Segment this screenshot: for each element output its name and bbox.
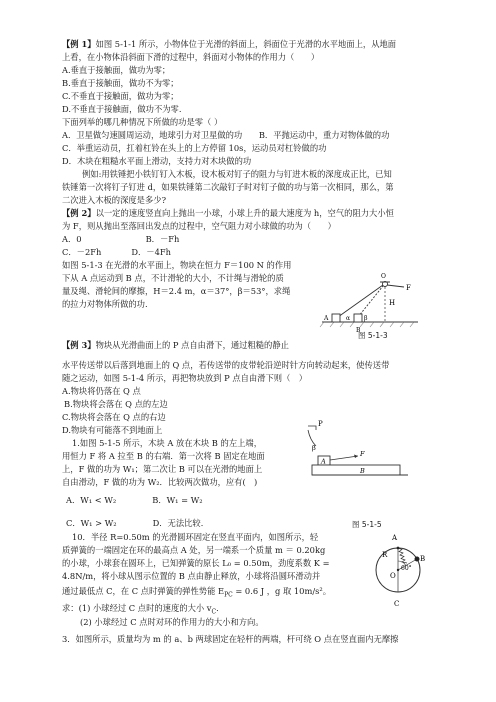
pulley-label-a: A (324, 315, 329, 322)
ex4-line-4: 自由滑动，F 做的功为 W₂．比较两次做功，应有( ) (62, 477, 258, 487)
ex2-options-cd (62, 247, 171, 258)
p10-line-6 (62, 603, 224, 618)
ring-figure (372, 528, 426, 612)
pulley-line-2: 下从 A 点运动到 B 点，不计滑轮的大小，不计绳与滑轮的质 (62, 273, 284, 283)
pulley-figure-caption: 图 5-1-3 (358, 331, 388, 340)
ex3-option-c: C.物块将会落在 Q 点的右边 (62, 412, 166, 422)
blocks-label-a: A (321, 457, 326, 466)
ex2-options-ab (62, 234, 179, 245)
ex3-tag: 【例 3】 (62, 340, 96, 350)
ex2-line-1 (62, 208, 394, 219)
ex3-option-a: A.物块将仍落在 Q 点 (62, 386, 141, 396)
ex4-line-1: 1.如图 5-1-5 所示，木块 A 放在木块 B 的左上端， (72, 438, 263, 448)
ex1-option-b: B.垂直于接触面，做功不为零； (62, 78, 179, 88)
p10-sub-pc: PC (224, 591, 233, 599)
ex1-line-1 (62, 39, 396, 50)
blocks-label-p: P (318, 420, 323, 428)
ex4-line-2: 用恒力 F 将 A 拉至 B 的右端．第一次将 B 固定在地面 (62, 451, 265, 461)
ex1-option-d: D.不垂直于接触面，做功不为零. (62, 104, 182, 114)
ex2-line-2: 为 F，则从抛出至落回出发点的过程中，空气阻力对小球做的功为（ ） (62, 221, 336, 231)
blocks-figure-caption: 图 5-1-5 (352, 520, 382, 529)
p10-text-6b: ． (216, 603, 225, 613)
nail-line-2: 铁锤第一次将钉子钉进 d，如果铁锤第二次敲钉子时对钉子做的功与第一次相同，那么，第 (62, 182, 394, 192)
p10-line-2: 质弹簧的一端固定在环的最高点 A 处，另一端系一个质量 m ＝ 0.20kg (62, 545, 326, 555)
ex2-option-a: A．0 (62, 234, 82, 244)
pulley-label-h: H (389, 299, 396, 307)
ring-label-c: C (394, 600, 400, 608)
pulley-line-4: 的拉力对物体所做的功. (62, 299, 148, 309)
ex3-line-1 (62, 340, 289, 351)
pulley-figure (318, 270, 438, 338)
pulley-label-alpha: α (346, 315, 351, 322)
ex4-line-3: 上，F 做的功为 W₁；第二次让 B 可以在光滑的地面上 (62, 464, 263, 474)
ex3-line-3: 随之运动，如图 5-1-4 所示，再把物块放到 P 点自由滑下则（ ） (62, 373, 307, 383)
ex4-options-cd (66, 518, 209, 529)
p10-sub-c: C (211, 608, 217, 616)
ex3-text-1: 物块从光滑曲面上的 P 点自由滑下，通过粗糙的静止 (95, 340, 289, 350)
ring-label-r: R (382, 551, 388, 559)
ex2-tag: 【例 2】 (62, 208, 96, 218)
ex3-option-d: D.物块有可能落不到地面上 (62, 425, 163, 435)
pulley-label-f: F (406, 284, 411, 292)
ex4-options-ab (66, 495, 203, 506)
p10-line-3: 的小球，小球套在圆环上，已知弹簧的原长 L₀ = 0.50m，劲度系数 K = (62, 558, 330, 568)
ex1-q2-option-d: D．木块在粗糙水平面上滑动，支持力对木块做的功 (62, 156, 252, 166)
ex4-option-d: D．无法比较． (152, 518, 210, 528)
ex1-option-a: A.垂直于接触面，做功为零； (62, 65, 171, 75)
nail-line-1: 例如:用铁锤把小铁钉钉入木板，设木板对钉子的阻力与钉进木板的深度成正比，已知 (82, 169, 392, 179)
ex2-option-b: B．－Fh (145, 234, 180, 244)
p3-line-1: 3．如图所示，质量均为 m 的 a、b 两球固定在轻杆的两端，杆可绕 O 点在竖直面内无摩擦 (62, 634, 399, 644)
blocks-label-f: F (360, 450, 365, 458)
ring-label-angle: 60° (401, 565, 412, 572)
ex4-option-b: B．W₁ = W₂ (152, 495, 203, 505)
ex1-q2-option-ab: A．卫星做匀速圆周运动，地球引力对卫星做的功 B．平抛运动中，重力对物体做的功 (62, 130, 390, 140)
pulley-line-1: 如图 5-1-3 在光滑的水平面上，物块在恒力 F＝100 N 的作用 (62, 260, 292, 270)
p10-text-5b: = 0.6 J ，g 取 10m/s²。 (232, 586, 332, 596)
p10-line-4: 4.8N/m，将小球从图示位置的 B 点由静止释放，小球将沿圆环滑动并 (62, 571, 321, 581)
ex1-tag: 【例 1】 (62, 39, 96, 49)
pulley-label-b: B (356, 327, 361, 334)
ex2-option-c: C．－2Fh (62, 247, 102, 257)
nail-line-3: 二次进入木板的深度是多少? (62, 195, 167, 205)
ex1-stem-1: 如图 5-1-1 所示，小物体位于光滑的斜面上，斜面位于光滑的水平地面上，从地面 (95, 39, 397, 49)
p10-text-5: 通过最低点 C，在 C 点时弹簧的弹性势能 E (62, 586, 225, 596)
ex2-option-d: D．－4Fh (131, 247, 171, 257)
ex2-text-1: 以一定的速度竖直向上抛出一小球，小球上升的最大速度为 h，空气的阻力大小恒 (95, 208, 394, 218)
ex3-line-2: 水平传送带以后落到地面上的 Q 点，若传送带的皮带轮沿逆时针方向转动起来，使传送带 (62, 360, 390, 370)
ex3-option-b: B.物块将会落在 Q 点的左边 (64, 399, 168, 409)
pulley-line-3: 量及绳、滑轮间的摩擦，H＝2.4 m，α＝37°，β＝53°，求绳 (62, 286, 291, 296)
ex4-option-c: C．W₁ > W₂ (66, 518, 117, 528)
ex1-q2-option-c: C．举重运动员，扛着杠铃在头上的上方停留 10s，运动员对杠铃做的功 (62, 143, 327, 153)
ring-label-a: A (392, 534, 398, 542)
p10-line-5 (62, 586, 331, 601)
ex1-question-2: 下面列举的哪几种情况下所做的功是零（ ） (62, 117, 223, 127)
p10-line-7: (2) 小球经过 C 点时对环的作用力的大小和方向。 (80, 617, 264, 627)
pulley-label-beta: β (364, 315, 368, 322)
ring-label-b: B (420, 555, 426, 563)
ring-label-o: O (390, 572, 396, 580)
pulley-label-o: O (381, 273, 386, 280)
blocks-figure (268, 416, 418, 486)
blocks-label-b: B (360, 467, 365, 475)
blocks-label-beta: β (312, 444, 316, 452)
p10-text-6: 求：(1) 小球经过 C 点时的速度的大小 v (62, 603, 212, 613)
ex1-option-c: C.不垂直于接触面，做功为零； (62, 91, 179, 101)
p10-line-1: 10．半径 R=0.50m 的光滑圆环固定在竖直平面内，如图所示，轻 (72, 532, 319, 542)
ex4-option-a: A．W₁ < W₂ (66, 495, 117, 505)
ex1-stem-2: 上看，在小物体沿斜面下滑的过程中，斜面对小物体的作用力（ ） (62, 52, 320, 62)
